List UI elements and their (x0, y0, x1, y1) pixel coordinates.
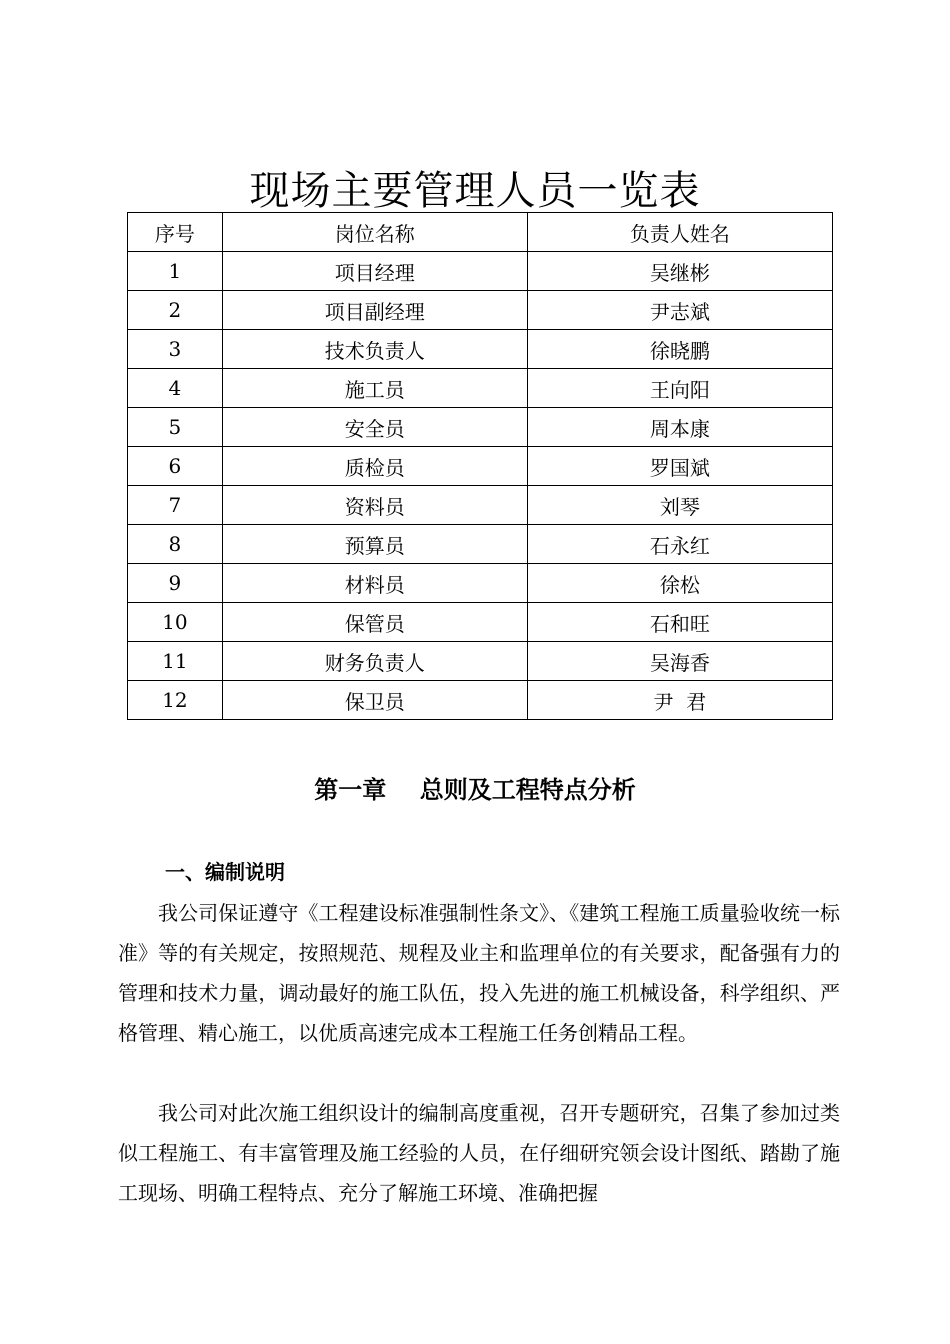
serial-cell: 8 (128, 525, 223, 564)
table-row (128, 525, 833, 564)
name-cell: 周本康 (527, 408, 832, 447)
position-cell: 项目副经理 (222, 291, 527, 330)
table-row (128, 330, 833, 369)
table-row (128, 291, 833, 330)
serial-cell: 10 (128, 603, 223, 642)
serial-cell: 5 (128, 408, 223, 447)
name-cell: 石永红 (527, 525, 832, 564)
table-row (128, 603, 833, 642)
serial-cell: 12 (128, 681, 223, 720)
header-serial-number: 序号 (128, 213, 223, 252)
chapter-title: 第一章 总则及工程特点分析 (314, 775, 636, 804)
position-cell: 材料员 (222, 564, 527, 603)
position-cell: 预算员 (222, 525, 527, 564)
body-paragraph: 我公司保证遵守《工程建设标准强制性条文》、《建筑工程施工质量验收统一标准》等的有关规定，按照规范、规程及业主和监理单位的有关要求，配备强有力的管理和技术力量，调动最好的施工队伍，投入先进的施工机械设备，科学组织、严格管理、精心施工，以优质高速完成本工程施工任务创精品工程。 (118, 901, 840, 1045)
table-row (128, 681, 833, 720)
name-cell: 罗国斌 (527, 447, 832, 486)
position-cell: 质检员 (222, 447, 527, 486)
table-row (128, 369, 833, 408)
name-cell: 刘琴 (527, 486, 832, 525)
serial-cell: 2 (128, 291, 223, 330)
name-cell: 石和旺 (527, 603, 832, 642)
serial-cell: 9 (128, 564, 223, 603)
name-cell: 王向阳 (527, 369, 832, 408)
name-cell: 徐晓鹏 (527, 330, 832, 369)
position-cell: 资料员 (222, 486, 527, 525)
body-paragraph: 我公司对此次施工组织设计的编制高度重视，召开专题研究，召集了参加过类似工程施工、有丰富管理及施工经验的人员，在仔细研究领会设计图纸、踏勘了施工现场、明确工程特点、充分了解施工环境、准确把握 (118, 1101, 840, 1205)
position-cell: 项目经理 (222, 252, 527, 291)
table-row (128, 447, 833, 486)
section-heading: 一、编制说明 (165, 860, 285, 884)
position-cell: 保管员 (222, 603, 527, 642)
table-header-row (128, 213, 833, 252)
header-position-name: 岗位名称 (222, 213, 527, 252)
position-cell: 财务负责人 (222, 642, 527, 681)
table-row (128, 486, 833, 525)
name-cell: 尹志斌 (527, 291, 832, 330)
position-cell: 安全员 (222, 408, 527, 447)
serial-cell: 4 (128, 369, 223, 408)
serial-cell: 1 (128, 252, 223, 291)
page-title: 现场主要管理人员一览表 (249, 168, 701, 214)
serial-cell: 6 (128, 447, 223, 486)
table-row (128, 252, 833, 291)
name-cell: 徐松 (527, 564, 832, 603)
name-cell: 吴继彬 (527, 252, 832, 291)
name-cell: 尹 君 (527, 681, 832, 720)
position-cell: 保卫员 (222, 681, 527, 720)
table-row (128, 564, 833, 603)
serial-cell: 7 (128, 486, 223, 525)
table-row (128, 408, 833, 447)
position-cell: 施工员 (222, 369, 527, 408)
position-cell: 技术负责人 (222, 330, 527, 369)
header-person-in-charge: 负责人姓名 (527, 213, 832, 252)
serial-cell: 3 (128, 330, 223, 369)
table-row (128, 642, 833, 681)
staff-table (127, 212, 833, 720)
name-cell: 吴海香 (527, 642, 832, 681)
serial-cell: 11 (128, 642, 223, 681)
